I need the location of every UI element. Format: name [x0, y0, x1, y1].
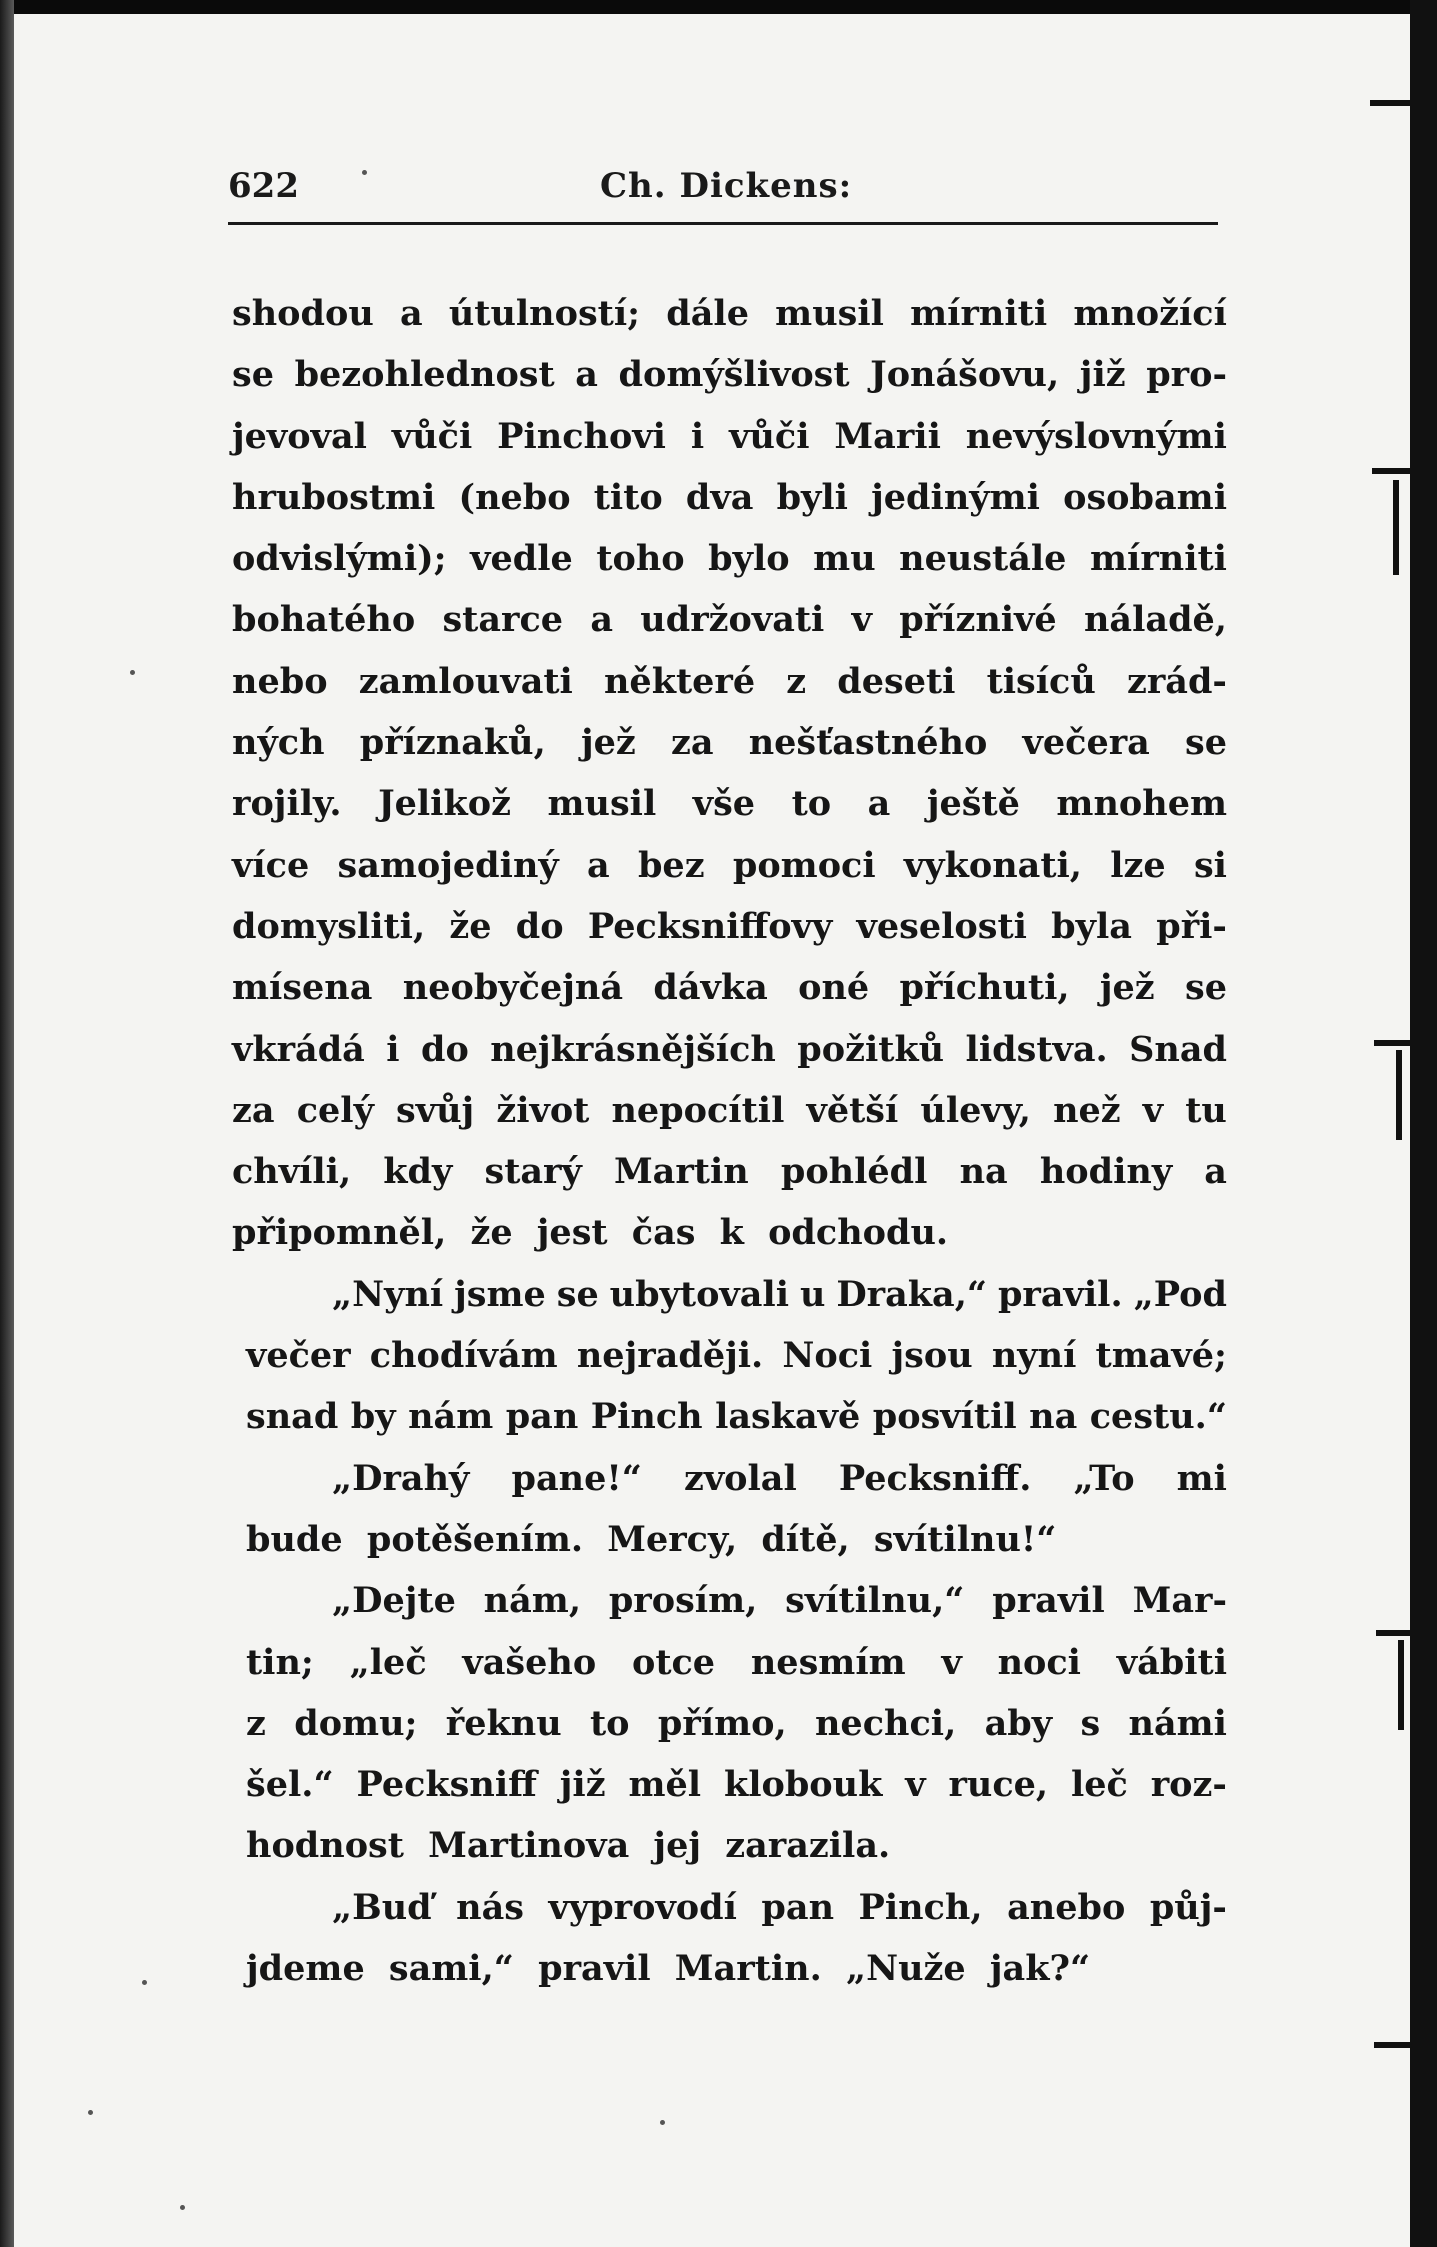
text-line — [232, 1141, 1227, 1202]
text-line — [232, 1754, 1227, 1815]
word: pohlédl — [780, 1151, 928, 1193]
word: „Nyní — [332, 1273, 444, 1315]
text-line — [232, 1386, 1227, 1447]
word: domysliti, — [232, 905, 426, 947]
word: mi — [1176, 1457, 1227, 1499]
word: a — [1204, 1151, 1227, 1193]
text-line — [232, 467, 1227, 528]
dust-speck — [88, 2110, 93, 2115]
word: mu — [813, 538, 876, 580]
word: lidstva. — [965, 1028, 1108, 1070]
word: Pinchovi — [497, 415, 666, 457]
word: Martin — [613, 1151, 749, 1193]
word: větší — [806, 1089, 899, 1131]
word: u — [799, 1273, 826, 1315]
word: vůči — [391, 415, 473, 457]
word: tito — [593, 476, 663, 518]
word: tin; — [246, 1641, 314, 1683]
word: musil — [547, 783, 657, 825]
word: Jelikož — [378, 783, 511, 825]
word: Snad — [1129, 1028, 1227, 1070]
word: vyprovodí — [548, 1886, 737, 1928]
word: anebo — [1007, 1886, 1126, 1928]
word: oné — [798, 967, 870, 1009]
word: do — [421, 1028, 469, 1070]
word: jež — [580, 722, 636, 764]
word: snad — [246, 1396, 339, 1438]
word: „Pod — [1133, 1273, 1227, 1315]
word: tisíců — [986, 660, 1096, 702]
word: za — [232, 1089, 275, 1131]
word: „Drahý — [332, 1457, 470, 1499]
text-line — [232, 528, 1227, 589]
word: se — [1185, 722, 1227, 764]
header-rule — [228, 222, 1218, 225]
text-line — [232, 1693, 1227, 1754]
word: deseti — [837, 660, 956, 702]
word: náladě, — [1083, 599, 1227, 641]
word: vše — [692, 783, 756, 825]
word: mísena — [232, 967, 373, 1009]
word: již — [1079, 354, 1126, 396]
word: starý — [484, 1151, 582, 1193]
word: „leč — [349, 1641, 427, 1683]
word: nechci, — [814, 1702, 957, 1744]
word: bohatého — [232, 599, 416, 641]
word: zamlouvati — [358, 660, 573, 702]
binding-mark — [1398, 1640, 1404, 1730]
text-line: bude potěšením. Mercy, dítě, svítilnu!“ — [246, 1518, 1057, 1560]
word: dále — [666, 293, 749, 334]
word: osobami — [1063, 476, 1227, 518]
word: příznaků, — [359, 722, 546, 764]
word: řeknu — [445, 1702, 562, 1744]
binding-mark — [1370, 100, 1412, 106]
text-line — [232, 1019, 1227, 1080]
word: chvíli, — [232, 1151, 352, 1193]
word: zvolal — [683, 1457, 797, 1499]
word: prosím, — [608, 1580, 758, 1622]
word: Pinch — [590, 1396, 703, 1438]
word: hrubostmi — [232, 476, 436, 518]
word: Pecksniff. — [838, 1457, 1032, 1499]
word: Marii — [834, 415, 941, 457]
word: otce — [631, 1641, 716, 1683]
word: celý — [296, 1089, 374, 1131]
word: to — [791, 783, 832, 825]
scan-border-top — [0, 0, 1437, 14]
running-title: Ch. Dickens: — [600, 166, 853, 206]
word: neobyčejná — [402, 967, 624, 1009]
word: s — [1080, 1702, 1101, 1744]
word: dva — [685, 476, 754, 518]
word: šel.“ — [246, 1764, 334, 1806]
word: v — [851, 599, 872, 641]
word: vedle — [470, 538, 573, 580]
word: nesmím — [750, 1641, 906, 1683]
paragraph-first-line — [232, 1570, 1227, 1631]
word: nevýslovnými — [965, 415, 1227, 457]
word: mírniti — [1089, 538, 1227, 580]
word: pane!“ — [511, 1457, 642, 1499]
page-number: 622 — [228, 166, 299, 206]
word: Pecksniffovy — [587, 905, 833, 947]
word: některé — [603, 660, 756, 702]
text-line — [232, 773, 1227, 834]
text-line — [232, 651, 1227, 712]
word: zrád- — [1126, 660, 1227, 702]
word: nejraději. — [576, 1335, 764, 1377]
word: rojily. — [232, 783, 342, 825]
word: si — [1193, 844, 1227, 886]
word: ještě — [926, 783, 1020, 825]
word: bylo — [708, 538, 790, 580]
word: nyní — [991, 1335, 1077, 1377]
word: to — [590, 1702, 630, 1744]
word: půj- — [1149, 1886, 1227, 1928]
word: měl — [628, 1764, 702, 1806]
word: pravil. — [997, 1273, 1123, 1315]
text-line — [232, 712, 1227, 773]
word: vykonati, — [903, 844, 1082, 886]
word: mnohem — [1056, 783, 1227, 825]
word: noci — [997, 1641, 1081, 1683]
scan-border-right — [1410, 0, 1437, 2247]
binding-mark — [1374, 1040, 1412, 1046]
word: vašeho — [462, 1641, 597, 1683]
word: z — [786, 660, 807, 702]
word: jevoval — [232, 415, 367, 457]
paragraph-first-line — [232, 1877, 1227, 1938]
word: na — [1029, 1396, 1078, 1438]
word: domýšlivost — [618, 354, 850, 396]
word: „Buď — [332, 1886, 432, 1928]
word: Pinch, — [858, 1886, 983, 1928]
word: a — [399, 293, 423, 334]
word: více — [232, 844, 310, 886]
word: se — [556, 1273, 599, 1315]
dust-speck — [660, 2120, 665, 2125]
word: z — [246, 1702, 266, 1744]
word: příznivé — [899, 599, 1057, 641]
word: námi — [1128, 1702, 1227, 1744]
text-line — [232, 1325, 1227, 1386]
word: večera — [1022, 722, 1150, 764]
word: množící — [1073, 293, 1227, 334]
text-line — [232, 344, 1227, 405]
word: jsou — [891, 1335, 973, 1377]
binding-mark — [1396, 1050, 1402, 1140]
word: Pecksniff — [356, 1764, 537, 1806]
word: leč — [1070, 1764, 1128, 1806]
word: přímo, — [657, 1702, 787, 1744]
word: vábiti — [1116, 1641, 1227, 1683]
word: v — [905, 1764, 926, 1806]
running-header — [228, 160, 1218, 220]
binding-mark — [1376, 1630, 1412, 1636]
word: shodou — [232, 293, 374, 334]
word: pravil — [992, 1580, 1105, 1622]
text-line — [232, 835, 1227, 896]
text-line: jdeme sami,“ pravil Martin. „Nuže jak?“ — [246, 1948, 1091, 1990]
word: nám — [408, 1396, 494, 1438]
text-line — [232, 406, 1227, 467]
word: neustále — [899, 538, 1067, 580]
word: při- — [1156, 905, 1227, 947]
word: nepocítil — [611, 1089, 785, 1131]
word: jež — [1099, 967, 1155, 1009]
text-line — [232, 283, 1227, 344]
word: jsme — [454, 1273, 546, 1315]
word: nebo — [232, 660, 328, 702]
dust-speck — [130, 670, 135, 675]
word: již — [559, 1764, 606, 1806]
word: odvislými); — [232, 538, 447, 580]
word: vkrádá — [232, 1028, 365, 1070]
word: nešťastného — [748, 722, 988, 764]
word: příchuti, — [899, 967, 1070, 1009]
word: cestu.“ — [1089, 1396, 1227, 1438]
word: samojediný — [337, 844, 559, 886]
word: bezohlednost — [294, 354, 555, 396]
word: Noci — [782, 1335, 873, 1377]
paragraph-first-line — [232, 1264, 1227, 1325]
word: byla — [1051, 905, 1132, 947]
word: Mar- — [1132, 1580, 1227, 1622]
text-line — [232, 1080, 1227, 1141]
paragraph-first-line — [232, 1448, 1227, 1509]
word: ubytovali — [609, 1273, 790, 1315]
word: jedinými — [871, 476, 1040, 518]
dust-speck — [142, 1980, 147, 1985]
word: v — [1142, 1089, 1164, 1131]
word: že — [449, 905, 492, 947]
word: i — [386, 1028, 400, 1070]
word: a — [590, 599, 613, 641]
binding-mark — [1393, 480, 1399, 575]
word: chodívám — [369, 1335, 558, 1377]
word: se — [1185, 967, 1227, 1009]
dust-speck — [180, 2205, 185, 2210]
word: hodiny — [1039, 1151, 1173, 1193]
text-line: hodnost Martinova jej zarazila. — [246, 1825, 891, 1867]
word: útulností; — [448, 293, 641, 334]
word: lze — [1110, 844, 1166, 886]
word: mírniti — [910, 293, 1048, 334]
word: i — [690, 415, 705, 457]
text-line — [232, 589, 1227, 650]
text-line — [232, 896, 1227, 957]
word: klobouk — [723, 1764, 883, 1806]
word: než — [1053, 1089, 1121, 1131]
word: roz- — [1150, 1764, 1227, 1806]
word: ruce, — [948, 1764, 1049, 1806]
word: dávka — [653, 967, 768, 1009]
word: vůči — [729, 415, 810, 457]
word: toho — [596, 538, 685, 580]
word: pan — [505, 1396, 579, 1438]
word: za — [670, 722, 714, 764]
word: „To — [1073, 1457, 1135, 1499]
word: pro- — [1146, 354, 1227, 396]
word: život — [496, 1089, 590, 1131]
scan-border-left — [0, 0, 14, 2247]
word: nás — [456, 1886, 524, 1928]
word: (nebo — [458, 476, 571, 518]
word: a — [587, 844, 610, 886]
word: úlevy, — [920, 1089, 1031, 1131]
word: pomoci — [732, 844, 876, 886]
text-line — [232, 957, 1227, 1018]
word: se — [232, 354, 274, 396]
word: „Dejte — [332, 1580, 456, 1622]
text-line — [232, 1632, 1227, 1693]
word: aby — [984, 1702, 1053, 1744]
word: požitků — [797, 1028, 945, 1070]
word: Jonášovu, — [870, 354, 1060, 396]
word: laskavě — [715, 1396, 861, 1438]
word: musil — [775, 293, 884, 334]
word: bez — [637, 844, 705, 886]
word: udržovati — [640, 599, 825, 641]
word: byli — [776, 476, 848, 518]
word: v — [941, 1641, 962, 1683]
word: ných — [232, 722, 325, 764]
word: nám, — [483, 1580, 582, 1622]
word: svítilnu,“ — [785, 1580, 965, 1622]
word: veselosti — [856, 905, 1027, 947]
word: Draka,“ — [836, 1273, 988, 1315]
word: a — [867, 783, 891, 825]
text-line: připomněl, že jest čas k odchodu. — [232, 1212, 949, 1254]
binding-mark — [1372, 468, 1412, 474]
word: starce — [442, 599, 564, 641]
word: a — [575, 354, 598, 396]
word: svůj — [396, 1089, 475, 1131]
word: nejkrásnějších — [490, 1028, 776, 1070]
word: večer — [246, 1335, 351, 1377]
body-text — [232, 283, 1227, 1999]
word: tmavé; — [1095, 1335, 1227, 1377]
word: pan — [761, 1886, 835, 1928]
word: na — [959, 1151, 1008, 1193]
word: do — [515, 905, 564, 947]
word: kdy — [383, 1151, 453, 1193]
word: by — [350, 1396, 396, 1438]
word: posvítil — [872, 1396, 1017, 1438]
word: tu — [1185, 1089, 1227, 1131]
binding-mark — [1374, 2042, 1412, 2048]
word: domu; — [294, 1702, 418, 1744]
